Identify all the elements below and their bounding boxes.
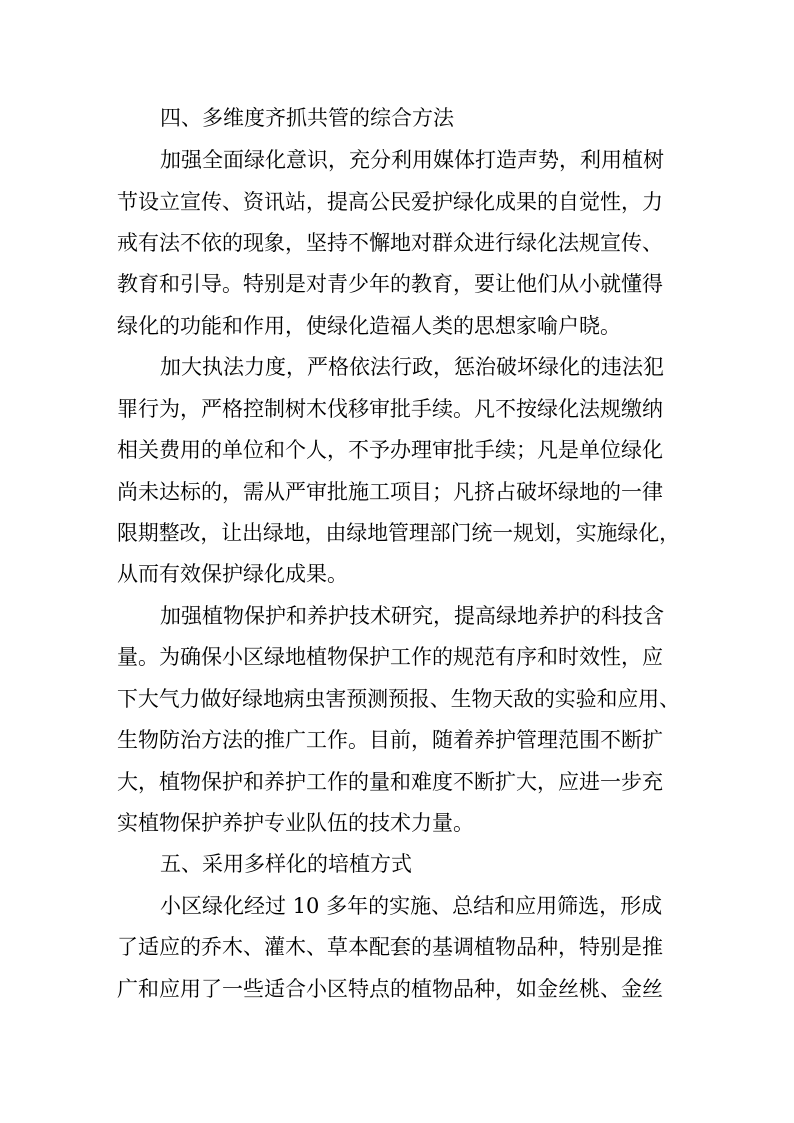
paragraph-line: 大，植物保护和养护工作的量和难度不断扩大，应进一步充: [117, 770, 663, 794]
paragraph-line: 教育和引导。特别是对青少年的教育，要让他们从小就懂得: [117, 272, 663, 296]
paragraph-line: 尚未达标的，需从严审批施工项目；凡挤占破坏绿地的一律: [117, 480, 663, 504]
paragraph-line: 限期整改，让出绿地，由绿地管理部门统一规划，实施绿化，: [117, 521, 680, 545]
paragraph-line: 节设立宣传、资讯站，提高公民爱护绿化成果的自觉性，力: [117, 190, 663, 214]
paragraph-line: 罪行为，严格控制树木伐移审批手续。凡不按绿化法规缴纳: [117, 397, 663, 421]
heading-section-four: 四、多维度齐抓共管的综合方法: [160, 106, 454, 130]
paragraph-line: 了适应的乔木、灌木、草本配套的基调植物品种，特别是推: [117, 935, 663, 959]
paragraph-line: 加大执法力度，严格依法行政，惩治破坏绿化的违法犯: [160, 355, 664, 379]
paragraph-line: 生物防治方法的推广工作。目前，随着养护管理范围不断扩: [117, 728, 663, 752]
paragraph-line: 加强植物保护和养护技术研究，提高绿地养护的科技含: [160, 604, 664, 628]
paragraph-line: 从而有效保护绿化成果。: [117, 562, 348, 586]
paragraph-line: 广和应用了一些适合小区特点的植物品种，如金丝桃、金丝: [117, 977, 663, 1001]
paragraph-line: 实植物保护养护专业队伍的技术力量。: [117, 811, 474, 835]
paragraph-line: 绿化的功能和作用，使绿化造福人类的思想家喻户晓。: [117, 314, 621, 338]
paragraph-line: 下大气力做好绿地病虫害预测预报、生物天敌的实验和应用、: [117, 687, 680, 711]
paragraph-line: 加强全面绿化意识，充分利用媒体打造声势，利用植树: [160, 148, 664, 172]
heading-section-five: 五、采用多样化的培植方式: [160, 852, 412, 876]
paragraph-line: 量。为确保小区绿地植物保护工作的规范有序和时效性，应: [117, 645, 663, 669]
paragraph-line: 戒有法不依的现象，坚持不懈地对群众进行绿化法规宣传、: [117, 231, 663, 255]
paragraph-line: 小区绿化经过 10 多年的实施、总结和应用筛选，形成: [160, 894, 663, 918]
paragraph-line: 相关费用的单位和个人，不予办理审批手续；凡是单位绿化: [117, 438, 663, 462]
